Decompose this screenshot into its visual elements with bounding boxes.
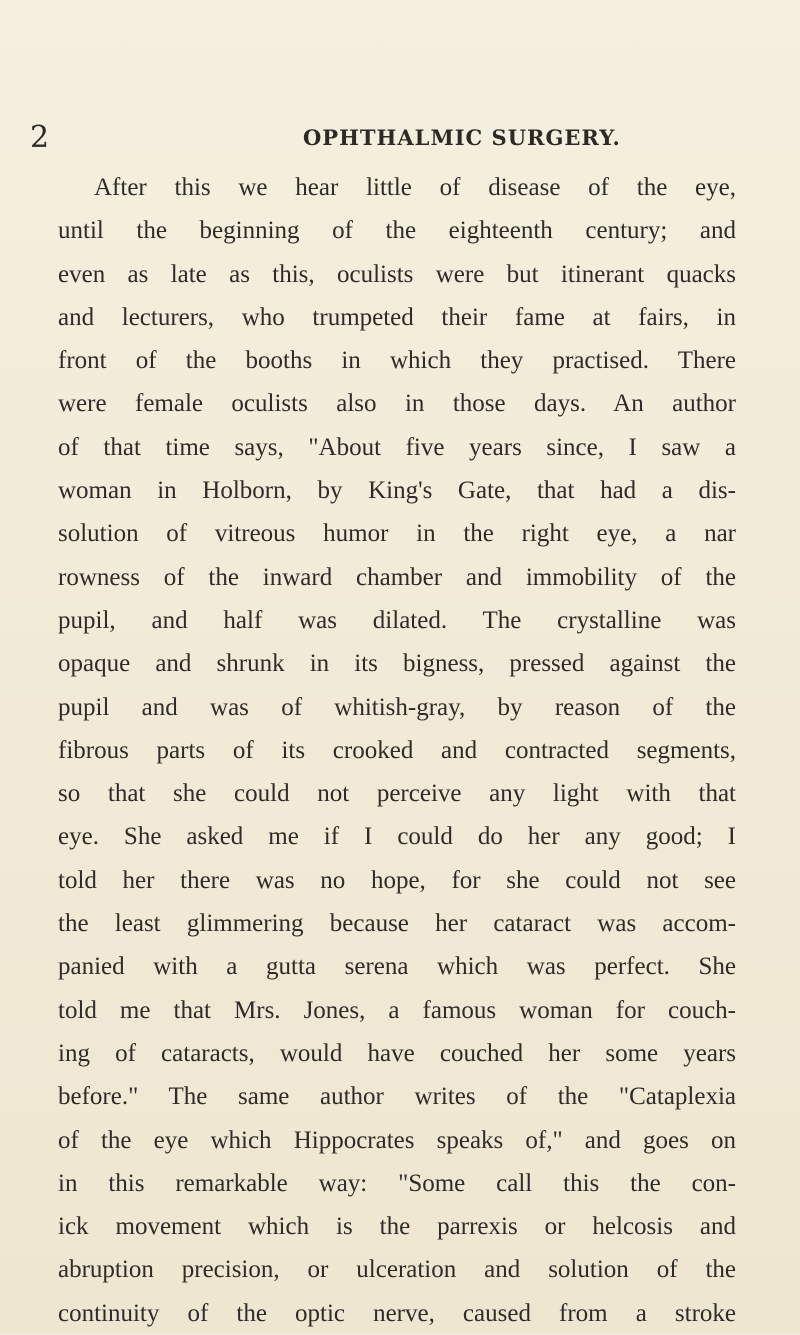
page-header [0, 118, 800, 158]
text-line: told me that Mrs. Jones, a famous woman for couch- [58, 996, 736, 1024]
text-line: rowness of the inward chamber and immobility of the [58, 563, 736, 591]
text-line: solution of vitreous humor in the right eye, a nar [58, 520, 736, 548]
text-line: the least glimmering because her cataract was accom- [58, 910, 736, 938]
text-line: After this we hear little of disease of the eye, [94, 174, 736, 201]
text-line: ing of cataracts, would have couched her some years [58, 1039, 736, 1067]
text-line: opaque and shrunk in its bigness, pressed against the [58, 650, 736, 678]
text-line: were female oculists also in those days. An author [58, 390, 736, 418]
body-text [58, 166, 736, 1335]
text-line: abruption precision, or ulceration and solution of the [58, 1256, 736, 1284]
text-line: of that time says, "About five years since, I saw a [58, 433, 736, 461]
text-line: woman in Holborn, by King's Gate, that had a dis- [58, 477, 736, 505]
text-line: until the beginning of the eighteenth century; and [58, 217, 736, 245]
text-line: pupil, and half was dilated. The crystalline was [58, 606, 736, 634]
text-line: panied with a gutta serena which was perfect. She [58, 953, 736, 981]
text-line: of the eye which Hippocrates speaks of," and goes on [58, 1126, 736, 1154]
page-number: 2 [30, 120, 50, 155]
text-line: front of the booths in which they practised. There [58, 347, 736, 375]
text-line: pupil and was of whitish-gray, by reason of the [58, 693, 736, 721]
text-line: so that she could not perceive any light with that [58, 780, 736, 808]
text-line: eye. She asked me if I could do her any good; I [58, 823, 736, 851]
text-line: fibrous parts of its crooked and contracted segments, [58, 736, 736, 764]
running-head: OPHTHALMIC SURGERY. [303, 125, 621, 150]
text-line: even as late as this, oculists were but itinerant quacks [58, 260, 736, 288]
text-line: told her there was no hope, for she could not see [58, 866, 736, 894]
text-line: in this remarkable way: "Some call this the con- [58, 1169, 736, 1197]
text-line: before." The same author writes of the "Cataplexia [58, 1083, 736, 1111]
text-line: continuity of the optic nerve, caused from a stroke [58, 1299, 736, 1327]
text-line: ick movement which is the parrexis or helcosis and [58, 1213, 736, 1241]
text-line: and lecturers, who trumpeted their fame at fairs, in [58, 303, 736, 331]
